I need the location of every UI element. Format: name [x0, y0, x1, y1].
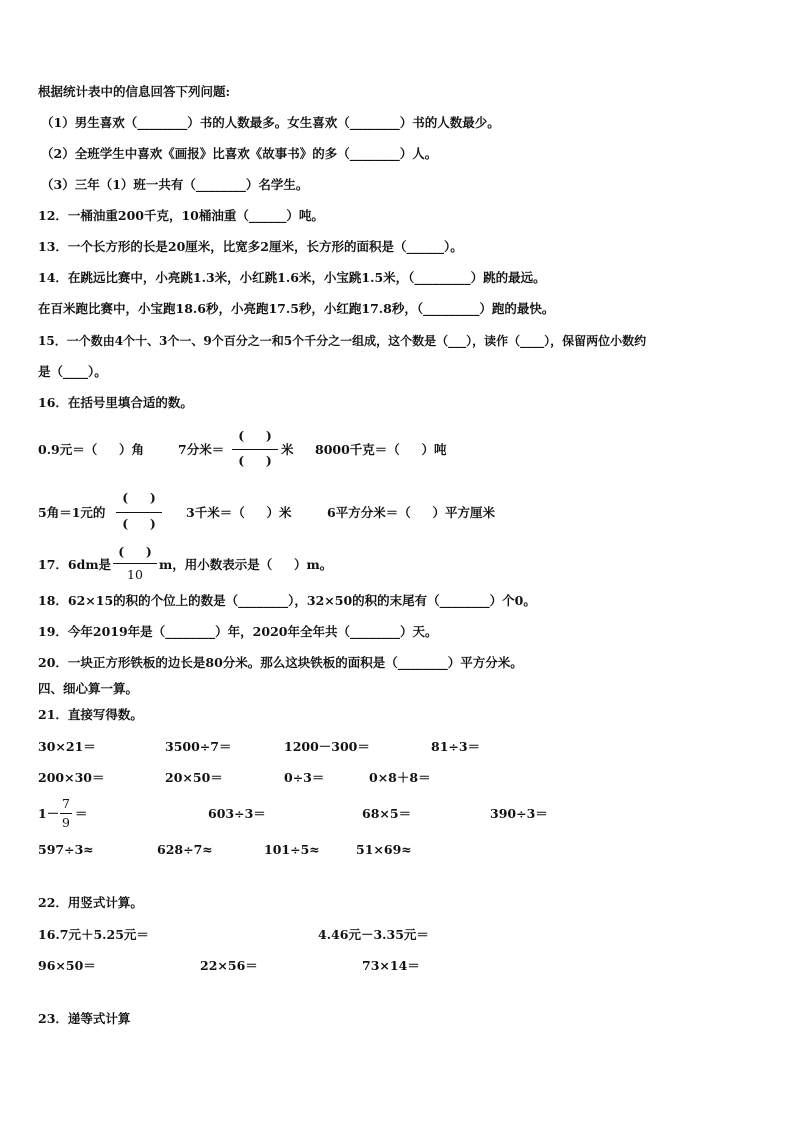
q15-line2: 是（____）。: [38, 364, 107, 379]
q21-r2-c2: 20×50＝: [165, 770, 223, 785]
q16-r2a: 5角＝1元的: [38, 505, 106, 520]
q22-title: 22．用竖式计算。: [38, 895, 143, 910]
q16-r2a-numerator: ( ): [122, 490, 156, 505]
q11-part3: （3）三年（1）班一共有（________）名学生。: [41, 177, 309, 192]
q16-r1c: 8000千克＝（ ）吨: [315, 442, 447, 457]
q22-r2-c3: 73×14＝: [362, 958, 420, 973]
intro-text: 根据统计表中的信息回答下列问题:: [38, 84, 231, 99]
q16-r1b-numerator: ( ): [238, 428, 272, 443]
q21-r1-c3: 1200－300＝: [284, 739, 370, 754]
fraction-bar: [60, 813, 72, 814]
q22-r1-c1: 16.7元＋5.25元＝: [38, 927, 149, 942]
q21-r4-c3: 101÷5≈: [264, 842, 320, 857]
q21-r4-c4: 51×69≈: [356, 842, 412, 857]
q16-r1b-unit: 米: [281, 442, 294, 457]
q12-text: 12．一桶油重200千克，10桶油重（______）吨。: [38, 208, 324, 223]
fraction-bar: [116, 512, 162, 513]
q21-r3-pre: 1－: [38, 806, 60, 821]
q16-r1b-denominator: ( ): [238, 453, 272, 468]
q22-r2-c1: 96×50＝: [38, 958, 96, 973]
section-four-heading: 四、细心算一算。: [38, 681, 139, 696]
q21-r3-c2: 603÷3＝: [208, 806, 266, 821]
q21-r2-c3: 0÷3＝: [284, 770, 325, 785]
q20-text: 20．一块正方形铁板的边长是80分米。那么这块铁板的面积是（________）平方分米。: [38, 655, 523, 670]
q17-fraction: [113, 544, 157, 586]
q13-text: 13．一个长方形的长是20厘米，比宽多2厘米，长方形的面积是（______）。: [38, 239, 463, 254]
q21-r3-denominator: 9: [62, 815, 70, 830]
q17-pre: 17．6dm是: [38, 557, 112, 572]
q18-text: 18．62×15的积的个位上的数是（________），32×50的积的末尾有（________）个0。: [38, 593, 536, 608]
q15-line1: 15．一个数由4个十、3个一、9个百分之一和5个千分之一组成，这个数是（___），读作（____），保留两位小数约: [38, 334, 647, 348]
q16-r2c: 6平方分米＝（ ）平方厘米: [327, 505, 495, 520]
q21-r1-c1: 30×21＝: [38, 739, 96, 754]
q21-r3-numerator: 7: [62, 796, 70, 811]
q21-r4-c1: 597÷3≈: [38, 842, 94, 857]
q21-r3-c3: 68×5＝: [362, 806, 412, 821]
q21-r1-c4: 81÷3＝: [431, 739, 481, 754]
q23-title: 23．递等式计算: [38, 1011, 131, 1026]
q21-title: 21．直接写得数。: [38, 707, 143, 722]
q16-r1b-fraction: [232, 428, 278, 472]
fraction-bar: [113, 563, 157, 564]
q14-line2: 在百米跑比赛中，小宝跑18.6秒，小亮跑17.5秒，小红跑17.8秒，（_________）跑的最快。: [38, 301, 555, 316]
q19-text: 19．今年2019年是（________）年，2020年全年共（________）天。: [38, 624, 438, 639]
q16-r1a: 0.9元＝（ ）角: [38, 442, 145, 457]
q21-r4-c2: 628÷7≈: [157, 842, 213, 857]
fraction-bar: [232, 449, 278, 450]
q16-r1b: 7分米＝: [178, 442, 225, 457]
q11-part2: （2）全班学生中喜欢《画报》比喜欢《故事书》的多（________）人。: [41, 146, 438, 161]
q22-r2-c2: 22×56＝: [200, 958, 258, 973]
q14-line1: 14．在跳远比赛中，小亮跳1.3米，小红跳1.6米，小宝跳1.5米，（_________）跳的最远。: [38, 270, 546, 285]
q16-r2a-fraction: [116, 490, 162, 536]
q17-numerator: ( ): [118, 544, 152, 559]
q11-part1: （1）男生喜欢（________）书的人数最多。女生喜欢（________）书的人数最少。: [41, 115, 500, 130]
q16-title: 16．在括号里填合适的数。: [38, 395, 193, 410]
q17-post: m，用小数表示是（ ）m。: [159, 557, 333, 572]
q16-r2b: 3千米＝（ ）米: [186, 505, 292, 520]
q21-r3-post: ＝: [75, 806, 88, 821]
q21-r2-c4: 0×8＋8＝: [369, 770, 431, 785]
q17-denominator: 10: [127, 567, 143, 582]
q21-r3-c4: 390÷3＝: [490, 806, 548, 821]
q21-r3-fraction: [60, 796, 72, 832]
q21-r2-c1: 200×30＝: [38, 770, 105, 785]
q16-r2a-denominator: ( ): [122, 516, 156, 531]
q22-r1-c2: 4.46元－3.35元＝: [318, 927, 429, 942]
q21-r1-c2: 3500÷7＝: [165, 739, 232, 754]
